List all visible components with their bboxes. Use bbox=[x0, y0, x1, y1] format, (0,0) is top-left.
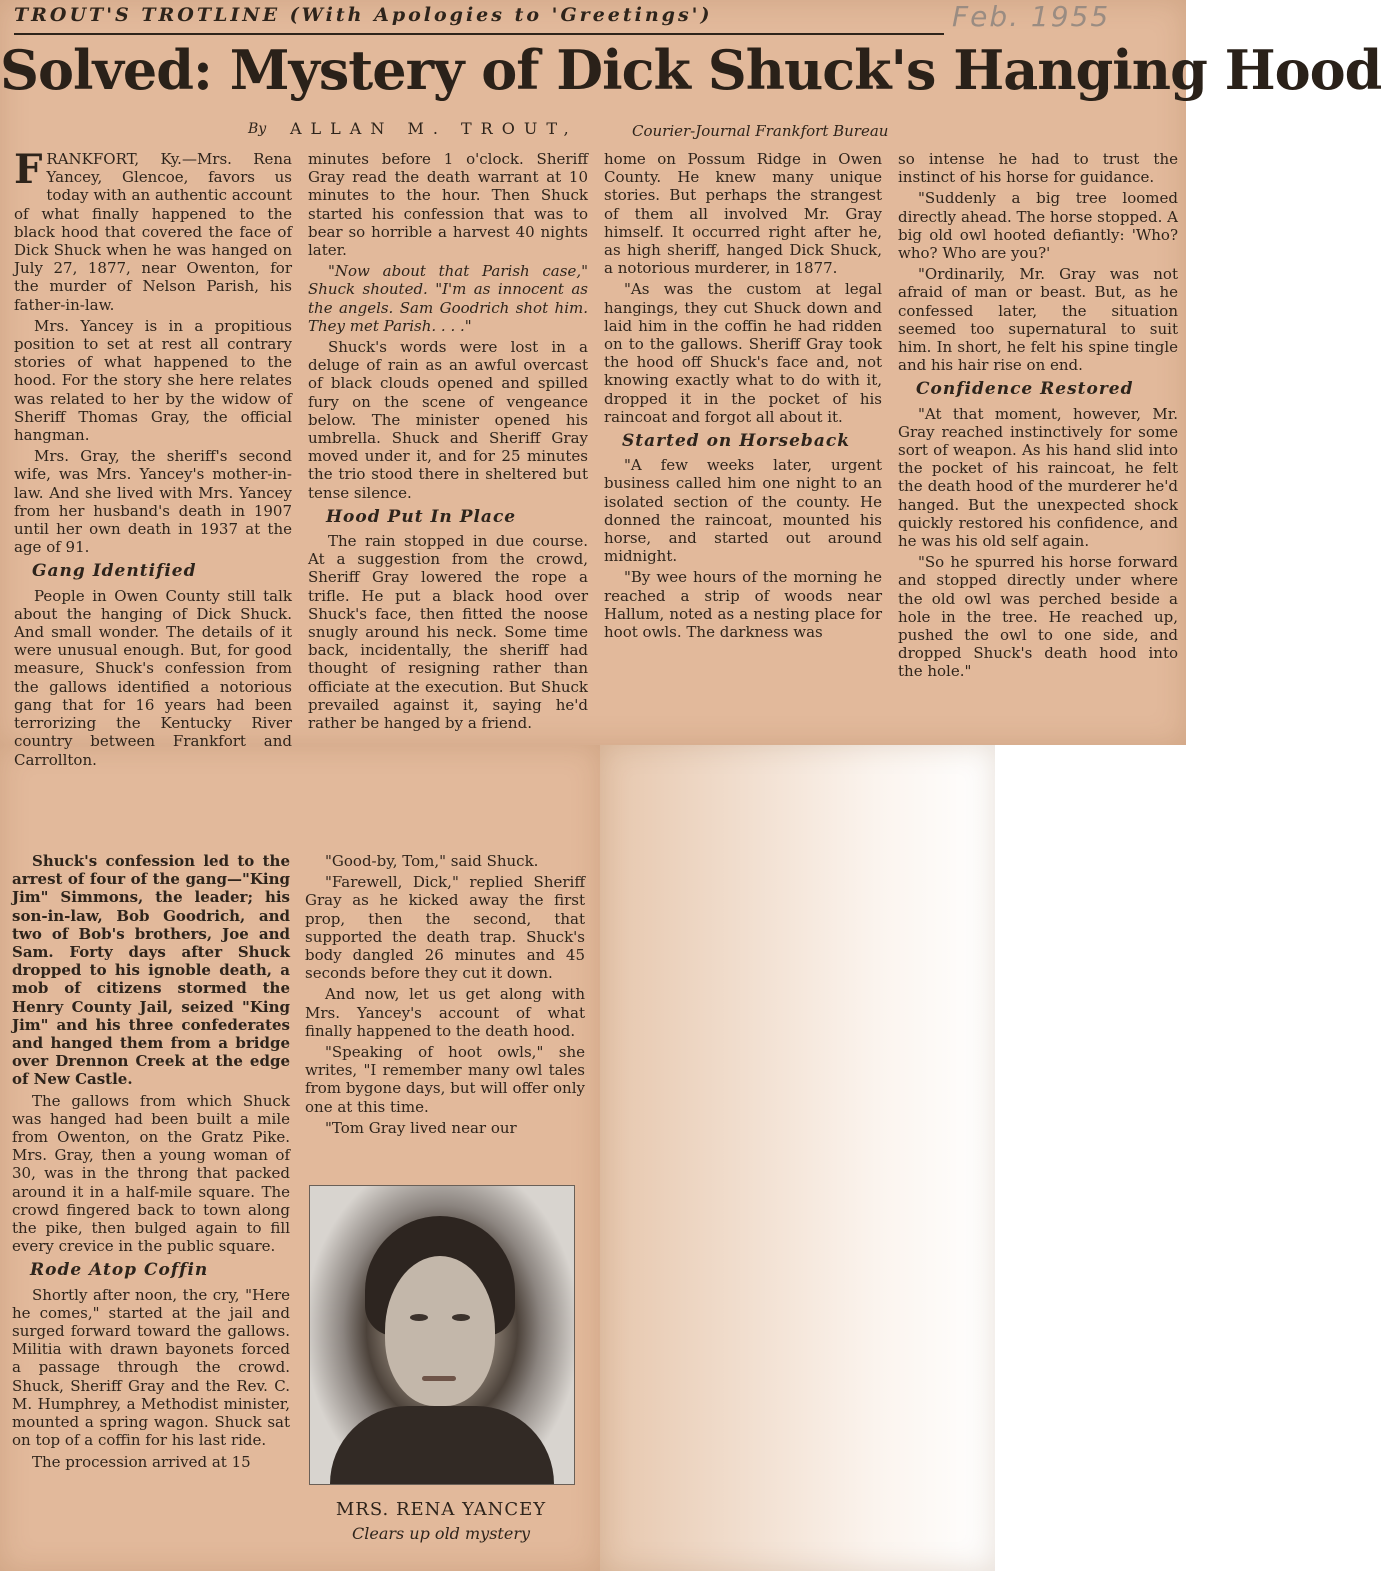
paragraph: The rain stopped in due course. At a suggestion from the crowd, Sheriff Gray lowered the rope a trifle. He put a black hood over Shuck's face, then fitted the noose snugly around his neck. Some time back, incidentally, the sheriff had thought of resigning rather than officiate at the execution. But Shuck prevailed against it, saying he'd rather be hanged by a friend. bbox=[308, 532, 588, 733]
paragraph: "Now about that Parish case," Shuck shouted. "I'm as innocent as the angels. Sam Goodrich shot him. They met Parish. . . ." bbox=[308, 262, 588, 335]
paragraph: "At that moment, however, Mr. Gray reached instinctively for some sort of weapon. As his hand slid into the pocket of his raincoat, he felt the death hood of the murderer he'd hanged. But the unexpected shock quickly restored his confidence, and he was his old self again. bbox=[898, 404, 1178, 551]
photo-mouth bbox=[422, 1376, 456, 1381]
column-6 bbox=[305, 852, 585, 1137]
paragraph: "Speaking of hoot owls," she writes, "I remember many owl tales from bygone days, but will offer only one at this time. bbox=[305, 1043, 585, 1116]
paragraph: Mrs. Yancey is in a propitious position to set at rest all contrary stories of what happened to the hood. For the story she here relates was related to her by the widow of Sheriff Thomas Gray, the official hangman. bbox=[14, 316, 292, 445]
paragraph: "Ordinarily, Mr. Gray was not afraid of man or beast. But, as he confessed later, the situation seemed too supernatural to suit him. In short, he felt his spine tingle and his hair rise on end. bbox=[898, 265, 1178, 375]
column-1 bbox=[14, 146, 292, 769]
subhead-confidence-restored: Confidence Restored bbox=[916, 379, 1134, 400]
portrait-photo bbox=[309, 1185, 575, 1485]
photo-coat bbox=[330, 1406, 554, 1484]
paragraph: "Suddenly a big tree loomed directly ahead. The horse stopped. A big old owl hooted defiantly: 'Who? who? Who are you?' bbox=[898, 189, 1178, 263]
column-4 bbox=[898, 150, 1178, 681]
photo-face bbox=[385, 1256, 495, 1406]
dropcap: F bbox=[14, 146, 43, 193]
clipping-strip bbox=[600, 745, 995, 1571]
paragraph: minutes before 1 o'clock. Sheriff Gray read the death warrant at 10 minutes to the hour. Then Shuck started his confession that was to bear so horrible a harvest 40 nights later. bbox=[308, 150, 588, 260]
paragraph: Mrs. Gray, the sheriff's second wife, was Mrs. Yancey's mother-in-law. And she lived with Mrs. Yancey from her husband's death in 1907 until her own death in 1937 at the age of 91. bbox=[14, 447, 292, 557]
photo-eye-right bbox=[452, 1314, 470, 1321]
paragraph: Shuck's words were lost in a deluge of rain as an awful overcast of black clouds opened and spilled fury on the scene of vengeance below. The minister opened his umbrella. Shuck and Sheriff Gray moved under it, and for 25 minutes the trio stood there in sheltered but tense silence. bbox=[308, 338, 588, 502]
handwritten-date: Feb. 1955 bbox=[952, 0, 1111, 33]
paragraph: so intense he had to trust the instinct of his horse for guidance. bbox=[898, 150, 1178, 187]
column-5 bbox=[12, 852, 290, 1471]
column-2 bbox=[308, 150, 588, 732]
paragraph: "Tom Gray lived near our bbox=[325, 1118, 517, 1137]
subhead-started-on-horseback: Started on Horseback bbox=[622, 431, 850, 452]
photo-caption-sub: Clears up old mystery bbox=[351, 1524, 531, 1543]
series-title: TROUT'S TROTLINE (With Apologies to 'Greetings') bbox=[14, 4, 713, 26]
photo-caption-name: MRS. RENA YANCEY bbox=[335, 1499, 547, 1520]
paragraph bbox=[14, 146, 292, 314]
column-3 bbox=[604, 150, 882, 641]
paragraph: The procession arrived at 15 bbox=[32, 1452, 251, 1471]
paragraph: "By wee hours of the morning he reached a strip of woods near Hallum, noted as a nesting place for hoot owls. The darkness was bbox=[604, 568, 882, 642]
byline-by: By bbox=[248, 121, 267, 137]
paragraph: Shuck's confession led to the arrest of four of the gang—"King Jim" Simmons, the leader; his son-in-law, Bob Goodrich, and two of Bob's brothers, Joe and Sam. Forty days after Shuck dropped to his ignoble death, a mob of citizens stormed the Henry County Jail, seized "King Jim" and his three confederates and hanged them from a bridge over Drennon Creek at the edge of New Castle. bbox=[12, 852, 290, 1089]
byline-author: ALLAN M. TROUT, bbox=[290, 119, 578, 138]
paragraph: People in Owen County still talk about the hanging of Dick Shuck. And small wonder. The details of it were unusual enough. But, for good measure, Shuck's confession from the gallows identified a notorious gang that for 16 years had been terrorizing the Kentucky River country between Frankfort and Carrollton. bbox=[14, 586, 292, 769]
paragraph: And now, let us get along with Mrs. Yancey's account of what finally happened to the death hood. bbox=[305, 985, 585, 1040]
paragraph: Shortly after noon, the cry, "Here he comes," started at the jail and surged forward toward the gallows. Militia with drawn bayonets forced a passage through the crowd. Shuck, Sheriff Gray and the Rev. C. M. Humphrey, a Methodist minister, mounted a spring wagon. Shuck sat on top of a coffin for his last ride. bbox=[12, 1285, 290, 1450]
paragraph: "As was the custom at legal hangings, they cut Shuck down and laid him in the coffin he had ridden on to the gallows. Sheriff Gray took the hood off Shuck's face and, not knowing exactly what to do with it, dropped it in the pocket of his raincoat and forgot all about it. bbox=[604, 280, 882, 426]
paragraph: "A few weeks later, urgent business called him one night to an isolated section of the county. He donned the raincoat, mounted his horse, and started out around midnight. bbox=[604, 456, 882, 566]
photo-eye-left bbox=[410, 1314, 428, 1321]
subhead-hood-put-in-place: Hood Put In Place bbox=[326, 506, 517, 527]
headline: Solved: Mystery of Dick Shuck's Hanging Hood bbox=[0, 38, 1381, 102]
subhead-gang-identified: Gang Identified bbox=[32, 561, 197, 582]
subhead-rode-atop-coffin: Rode Atop Coffin bbox=[30, 1260, 209, 1281]
paragraph: The gallows from which Shuck was hanged had been built a mile from Owenton, on the Gratz Pike. Mrs. Gray, then a young woman of 30, was in the throng that packed around it in a half-mile square. The crowd fingered back to town along the pike, then bulged again to fill every crevice in the public square. bbox=[12, 1091, 290, 1256]
paragraph: home on Possum Ridge in Owen County. He knew many unique stories. But perhaps the strangest of them all involved Mr. Gray himself. It occurred right after he, as high sheriff, hanged Dick Shuck, a notorious murderer, in 1877. bbox=[604, 150, 882, 278]
paragraph: "So he spurred his horse forward and stopped directly under where the old owl was perched beside a hole in the tree. He reached up, pushed the owl to one side, and dropped Shuck's death hood into the hole." bbox=[898, 553, 1178, 681]
paragraph: "Farewell, Dick," replied Sheriff Gray as he kicked away the first prop, then the second, that supported the death trap. Shuck's body dangled 26 minutes and 45 seconds before they cut it down. bbox=[305, 873, 585, 983]
paragraph: "Good-by, Tom," said Shuck. bbox=[325, 852, 539, 870]
byline-bureau: Courier-Journal Frankfort Bureau bbox=[632, 122, 889, 140]
paragraph-text: RANKFORT, Ky.—Mrs. Rena Yancey, Glencoe, favors us today with an authentic account of what finally happened to the black hood that covered the face of Dick Shuck when he was hanged on July 27, 1877, near Owenton, for the murder of Nelson Parish, his father-in-law. bbox=[14, 150, 292, 314]
series-rule bbox=[14, 33, 944, 35]
